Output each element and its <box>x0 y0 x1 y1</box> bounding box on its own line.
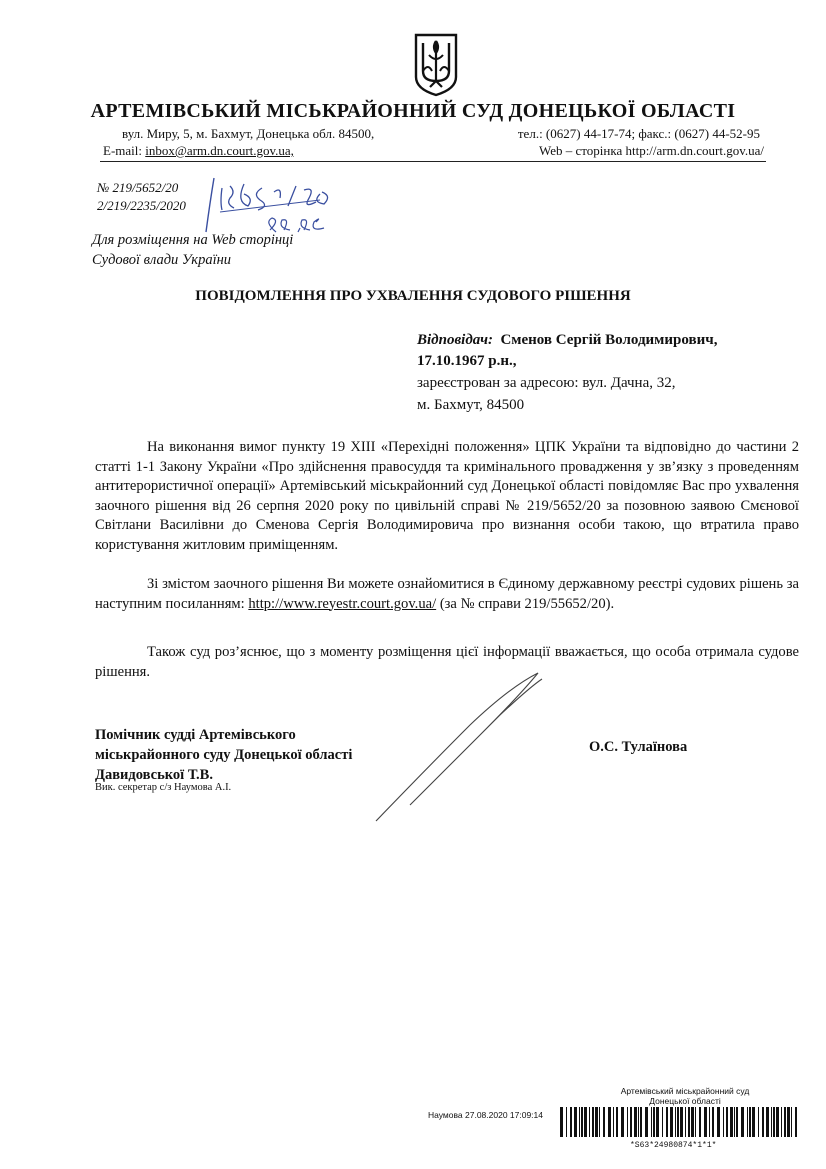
respondent-address-2: м. Бахмут, 84500 <box>417 397 525 413</box>
respondent-label: Відповідач: <box>417 332 493 348</box>
secretary-note: Вик. секретар с/з Наумова А.І. <box>95 782 232 793</box>
case-number: № 219/5652/20 <box>97 180 179 195</box>
registry-link[interactable]: http://www.reyestr.court.gov.ua/ <box>248 595 437 612</box>
proceeding-number: 2/219/2235/2020 <box>97 198 186 213</box>
respondent-dob: 17.10.1967 р.н., <box>417 353 517 369</box>
court-email <box>103 143 294 159</box>
paragraph-2-text: Зі змістом заочного рішення Ви можете ознайомитися в Єдиному державному реєстрі судових рішень за наступним посиланням: <box>95 576 799 612</box>
barcode-code: *S63*24980874*1*1* <box>630 1141 717 1150</box>
signer-name: О.С. Тулаїнова <box>589 739 688 755</box>
respondent-line <box>417 332 717 349</box>
header-divider <box>100 161 766 162</box>
barcode <box>560 1107 800 1139</box>
paragraph-1: На виконання вимог пункту 19 ХІІІ «Перехідні положення» ЦПК України та відповідно до частини 2 статті 1-1 Закону України «Про здійснення правосуддя та кримінального провадження у зв’язку з проведенням антитерористичної операції» Артемівський міськрайонний суд Донецької області повідомляє Вас про ухвалення заочного рішення від 26 серпня 2020 року по цивільній справі № 219/5652/20 за позовною заявою Смєнової Світлани Василівни до Сменова Сергія Володимировича про визнання особи такою, що втратила право користування житловим приміщенням. <box>95 439 799 553</box>
signature-line-1: Помічник судді Артемівського <box>95 727 296 743</box>
stamp-line-1: Артемівський міськрайонний суд <box>620 1086 750 1096</box>
paragraph-2-tail: (за № справи 219/55652/20). <box>439 595 615 612</box>
email-link[interactable]: inbox@arm.dn.court.gov.ua, <box>145 143 294 158</box>
court-web: Web – сторінка http://arm.dn.court.gov.ua/ <box>538 143 764 158</box>
registry-stamp <box>600 1086 770 1106</box>
respondent-name: Сменов Сергій Володимирович, <box>500 332 718 348</box>
handwritten-signature <box>370 665 550 825</box>
email-label: E-mail: <box>103 143 142 158</box>
stamp-line-2: Донецької області <box>649 1096 721 1106</box>
court-phone: тел.: (0627) 44-17-74; факс.: (0627) 44-52-95 <box>517 126 760 141</box>
document-title: ПОВІДОМЛЕННЯ ПРО УХВАЛЕННЯ СУДОВОГО РІШЕННЯ <box>195 288 631 304</box>
placement-line-2: Судової влади України <box>92 252 232 268</box>
signature-block <box>95 725 352 785</box>
respondent-address-1: зареєстрован за адресою: вул. Дачна, 32, <box>417 375 676 391</box>
coat-of-arms-icon <box>413 33 459 97</box>
paragraph-3: Також суд роз’яснює, що з моменту розміщення цієї інформації вважається, що особа отримала судове рішення. <box>95 644 799 680</box>
court-address: вул. Миру, 5, м. Бахмут, Донецька обл. 84500, <box>122 126 375 141</box>
placement-line-1: Для розміщення на Web сторінці <box>92 232 294 248</box>
court-name: АРТЕМІВСЬКИЙ МІСЬКРАЙОННИЙ СУД ДОНЕЦЬКОЇ ОБЛАСТІ <box>90 100 736 122</box>
signature-line-2: міськрайонного суду Донецької області <box>95 747 353 763</box>
paragraph-2 <box>95 575 799 614</box>
signature-line-3: Давидовської Т.В. <box>95 767 213 783</box>
stamp-meta: Наумова 27.08.2020 17:09:14 <box>428 1110 543 1120</box>
